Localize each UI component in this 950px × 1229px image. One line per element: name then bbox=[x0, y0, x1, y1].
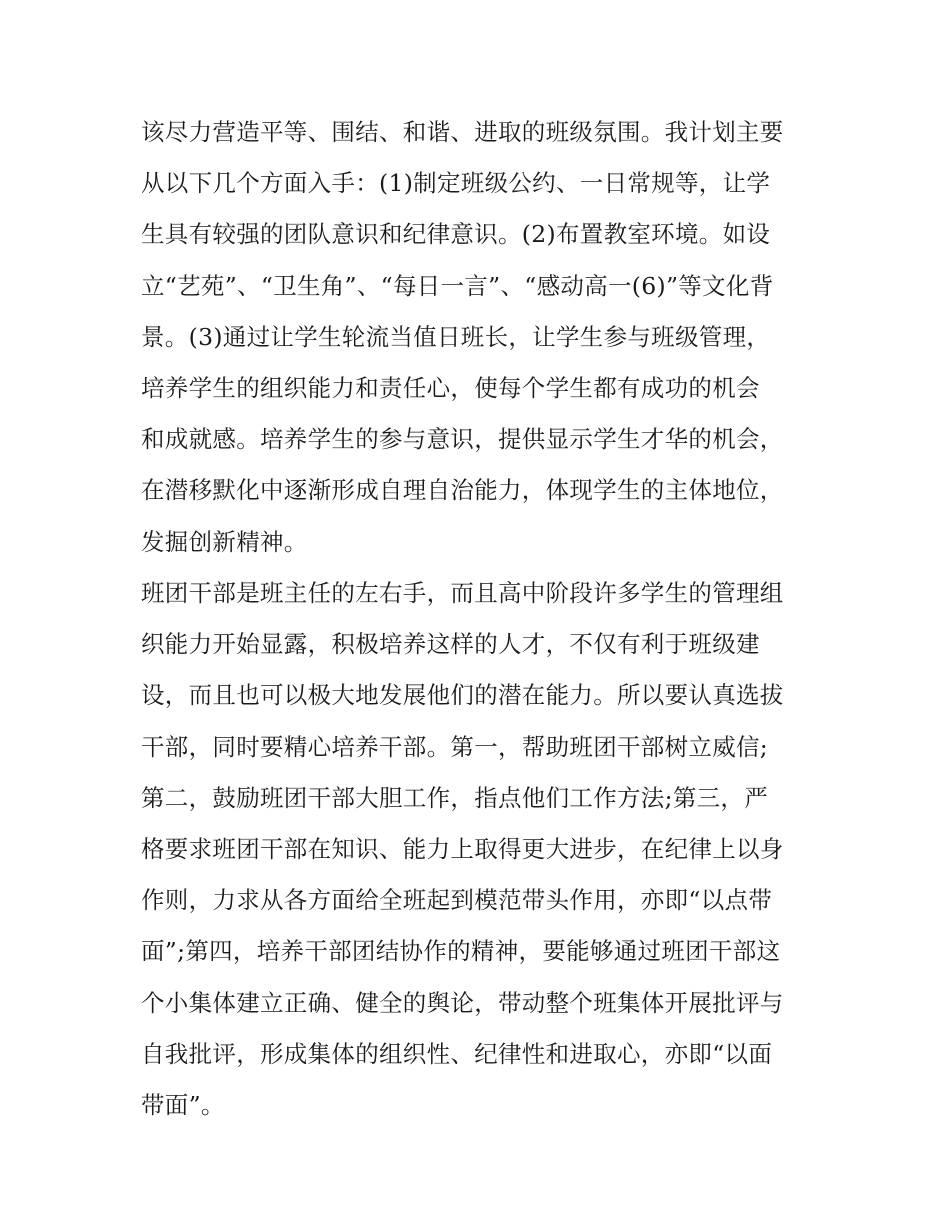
paragraph-class-cadres bbox=[141, 568, 816, 1131]
text-line: 面”;第四，培养干部团结协作的精神，要能够通过班团干部这 bbox=[141, 937, 781, 966]
text-line: 自我批评，形成集体的组织性、纪律性和进取心，亦即“以面 bbox=[141, 1039, 773, 1068]
text-line: 立“艺苑”、“卫生角”、“每日一言”、“感动高一(6)”等文化背 bbox=[141, 271, 774, 300]
text-line: 班团干部是班主任的左右手，而且高中阶段许多学生的管理组 bbox=[141, 579, 784, 607]
text-line: 培养学生的组织能力和责任心，使每个学生都有成功的机会 bbox=[141, 373, 760, 402]
text-line: 第二，鼓励班团干部大胆工作，指点他们工作方法;第三，严 bbox=[141, 783, 769, 812]
text-line: 格要求班团干部在知识、能力上取得更大进步，在纪律上以身 bbox=[141, 834, 784, 863]
text-line: 发掘创新精神。 bbox=[141, 527, 308, 556]
text-line: 织能力开始显露，积极培养这样的人才，不仅有利于班级建 bbox=[141, 630, 760, 659]
text-line: 和成就感。培养学生的参与意识，提供显示学生才华的机会， bbox=[141, 425, 784, 454]
text-line: 干部，同时要精心培养干部。第一，帮助班团干部树立威信; bbox=[141, 732, 769, 761]
text-line: 景。(3)通过让学生轮流当值日班长，让学生参与班级管理， bbox=[141, 322, 771, 351]
text-line: 带面”。 bbox=[141, 1090, 225, 1119]
text-line: 在潜移默化中逐渐形成自理自治能力，体现学生的主体地位， bbox=[141, 476, 784, 505]
paragraph-class-atmosphere bbox=[141, 107, 816, 568]
text-line: 该尽力营造平等、围结、和谐、进取的班级氛围。我计划主要 bbox=[141, 118, 784, 146]
text-line: 个小集体建立正确、健全的舆论，带动整个班集体开展批评与 bbox=[141, 988, 784, 1017]
text-line: 设，而且也可以极大地发展他们的潜在能力。所以要认真选拔 bbox=[141, 681, 784, 710]
text-line: 生具有较强的团队意识和纪律意识。(2)布置教室环境。如设 bbox=[141, 220, 771, 249]
text-line: 从以下几个方面入手：(1)制定班级公约、一日常规等，让学 bbox=[141, 169, 771, 198]
text-line: 作则，力求从各方面给全班起到模范带头作用，亦即“以点带 bbox=[141, 886, 773, 915]
